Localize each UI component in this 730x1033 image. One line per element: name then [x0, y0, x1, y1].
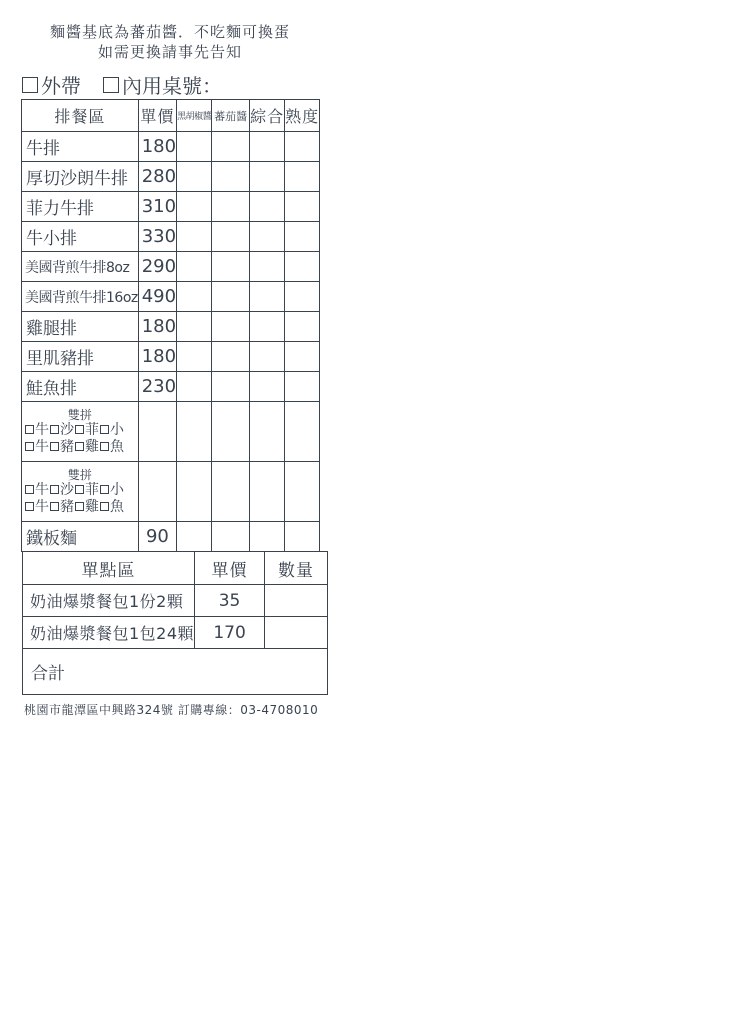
table-row: [22, 162, 320, 192]
header-doneness: 熟度: [285, 100, 320, 132]
combo-option: 菲: [85, 481, 99, 498]
item-price: 35: [195, 585, 265, 617]
table-row: [22, 342, 320, 372]
a-la-carte-header: [23, 552, 328, 585]
mixed-cell[interactable]: [250, 402, 285, 462]
combo-row: [22, 462, 320, 522]
mixed-cell[interactable]: [250, 222, 285, 252]
combo-option: 小: [110, 421, 124, 438]
combo-option: 豬: [60, 498, 74, 515]
header-a-la-carte: 單點區: [23, 552, 195, 585]
notice-line-2: 如需更換請事先告知: [97, 43, 242, 61]
dine-in-option[interactable]: [103, 70, 222, 99]
combo-option: 雞: [85, 498, 99, 515]
doneness-cell[interactable]: [285, 252, 320, 282]
tomato-cell[interactable]: [212, 162, 250, 192]
takeout-checkbox[interactable]: [22, 77, 38, 93]
combo-checkbox[interactable]: [100, 442, 109, 451]
black-pepper-cell[interactable]: [177, 342, 212, 372]
doneness-cell[interactable]: [285, 192, 320, 222]
item-name: 雞腿排: [22, 312, 139, 342]
combo-option: 牛: [35, 421, 49, 438]
item-price: 330: [138, 222, 176, 252]
table-row: [23, 617, 328, 649]
combo-checkbox[interactable]: [75, 425, 84, 434]
header-quantity: 數量: [265, 552, 328, 585]
combo-option: 沙: [60, 421, 74, 438]
item-name-text: 美國背煎牛排: [25, 289, 106, 306]
mixed-cell[interactable]: [250, 462, 285, 522]
black-pepper-cell[interactable]: [177, 402, 212, 462]
mixed-cell[interactable]: [250, 312, 285, 342]
item-price: 180: [138, 312, 176, 342]
black-pepper-cell[interactable]: [177, 222, 212, 252]
combo-checkbox[interactable]: [25, 485, 34, 494]
black-pepper-cell[interactable]: [177, 462, 212, 522]
header-price: 單價: [138, 100, 176, 132]
dine-in-checkbox[interactable]: [103, 77, 119, 93]
table-row: [22, 522, 320, 552]
combo-checkbox[interactable]: [100, 485, 109, 494]
black-pepper-cell[interactable]: [177, 162, 212, 192]
combo-price-cell[interactable]: [138, 462, 176, 522]
black-pepper-cell[interactable]: [177, 372, 212, 402]
combo-option: 魚: [110, 438, 124, 455]
table-row: [22, 372, 320, 402]
combo-checkbox[interactable]: [75, 442, 84, 451]
quantity-cell[interactable]: [265, 585, 328, 617]
doneness-cell[interactable]: [285, 132, 320, 162]
notice-line-1: 麵醬基底為蕃茄醬．不吃麵可換蛋: [49, 23, 290, 41]
doneness-cell[interactable]: [285, 342, 320, 372]
tomato-cell[interactable]: [212, 282, 250, 312]
header-mixed: 綜合: [250, 100, 285, 132]
set-menu-table: [21, 99, 320, 552]
item-price: 490: [138, 282, 176, 312]
combo-options-row-2: [22, 439, 138, 456]
combo-checkbox[interactable]: [25, 502, 34, 511]
item-name: 厚切沙朗牛排: [22, 162, 139, 192]
combo-checkbox[interactable]: [100, 425, 109, 434]
combo-option: 魚: [110, 498, 124, 515]
item-name: 菲力牛排: [22, 192, 139, 222]
mixed-cell[interactable]: [250, 522, 285, 552]
item-size: 16oz: [106, 289, 138, 306]
combo-checkbox[interactable]: [50, 485, 59, 494]
combo-options-row-1: [22, 422, 138, 439]
black-pepper-cell[interactable]: [177, 192, 212, 222]
header-set-section: 排餐區: [22, 100, 139, 132]
combo-checkbox[interactable]: [75, 485, 84, 494]
item-name: 奶油爆漿餐包1份2顆: [23, 585, 195, 617]
a-la-carte-table: [22, 551, 328, 695]
tomato-cell[interactable]: [212, 522, 250, 552]
mixed-cell[interactable]: [250, 132, 285, 162]
combo-price-cell[interactable]: [138, 402, 176, 462]
item-price: 90: [138, 522, 176, 552]
black-pepper-cell[interactable]: [177, 132, 212, 162]
item-price: 290: [138, 252, 176, 282]
item-price: 180: [138, 342, 176, 372]
tomato-cell[interactable]: [212, 402, 250, 462]
item-name: [22, 282, 139, 312]
doneness-cell[interactable]: [285, 402, 320, 462]
item-name: [22, 252, 139, 282]
doneness-cell[interactable]: [285, 462, 320, 522]
table-row: [22, 312, 320, 342]
table-row: [22, 252, 320, 282]
item-size: 8oz: [106, 259, 130, 276]
table-row: [22, 132, 320, 162]
combo-option: 牛: [35, 438, 49, 455]
mixed-cell[interactable]: [250, 282, 285, 312]
total-row: [23, 649, 328, 695]
table-row: [22, 222, 320, 252]
combo-options-row-1: [22, 482, 138, 499]
doneness-cell[interactable]: [285, 162, 320, 192]
item-name: 里肌豬排: [22, 342, 139, 372]
combo-checkbox[interactable]: [50, 502, 59, 511]
combo-checkbox[interactable]: [25, 442, 34, 451]
black-pepper-cell[interactable]: [177, 252, 212, 282]
item-name: 鐵板麵: [22, 522, 139, 552]
doneness-cell[interactable]: [285, 282, 320, 312]
doneness-cell[interactable]: [285, 522, 320, 552]
combo-checkbox[interactable]: [50, 442, 59, 451]
mixed-cell[interactable]: [250, 372, 285, 402]
item-name: 牛排: [22, 132, 139, 162]
header-black-pepper: 黑胡椒醬: [177, 100, 212, 132]
item-name: 奶油爆漿餐包1包24顆: [23, 617, 195, 649]
dine-in-label: 內用桌號：: [122, 74, 222, 98]
item-name: 牛小排: [22, 222, 139, 252]
item-price: 170: [195, 617, 265, 649]
black-pepper-cell[interactable]: [177, 312, 212, 342]
item-price: 280: [138, 162, 176, 192]
tomato-cell[interactable]: [212, 222, 250, 252]
tomato-cell[interactable]: [212, 252, 250, 282]
tomato-cell[interactable]: [212, 342, 250, 372]
combo-options: [22, 402, 139, 462]
item-price: 310: [138, 192, 176, 222]
header-unit-price: 單價: [195, 552, 265, 585]
combo-option: 菲: [85, 421, 99, 438]
order-type-options: [22, 70, 222, 99]
combo-checkbox[interactable]: [50, 425, 59, 434]
item-price: 180: [138, 132, 176, 162]
takeout-label: 外帶: [41, 74, 81, 98]
combo-option: 牛: [35, 481, 49, 498]
combo-title: 雙拼: [67, 467, 92, 482]
item-name-text: 美國背煎牛排: [25, 259, 106, 276]
combo-title: 雙拼: [67, 407, 92, 422]
tomato-cell[interactable]: [212, 312, 250, 342]
combo-option: 小: [110, 481, 124, 498]
combo-row: [22, 402, 320, 462]
table-row: [22, 282, 320, 312]
header-tomato: 蕃茄醬: [212, 100, 250, 132]
table-row: [22, 192, 320, 222]
item-price: 230: [138, 372, 176, 402]
mixed-cell[interactable]: [250, 342, 285, 372]
quantity-cell[interactable]: [265, 617, 328, 649]
combo-options: [22, 462, 139, 522]
total-label[interactable]: 合計: [23, 649, 328, 695]
combo-checkbox[interactable]: [100, 502, 109, 511]
set-menu-header: [22, 100, 320, 132]
doneness-cell[interactable]: [285, 222, 320, 252]
table-row: [23, 585, 328, 617]
mixed-cell[interactable]: [250, 162, 285, 192]
footer-address: 桃園市龍潭區中興路324號 訂購專線：03-4708010: [24, 703, 319, 717]
doneness-cell[interactable]: [285, 312, 320, 342]
tomato-cell[interactable]: [212, 462, 250, 522]
combo-option: 雞: [85, 438, 99, 455]
combo-checkbox[interactable]: [75, 502, 84, 511]
combo-checkbox[interactable]: [25, 425, 34, 434]
tomato-cell[interactable]: [212, 372, 250, 402]
item-name: 鮭魚排: [22, 372, 139, 402]
tomato-cell[interactable]: [212, 132, 250, 162]
combo-options-row-2: [22, 499, 138, 516]
tomato-cell[interactable]: [212, 192, 250, 222]
mixed-cell[interactable]: [250, 192, 285, 222]
black-pepper-cell[interactable]: [177, 282, 212, 312]
combo-option: 牛: [35, 498, 49, 515]
takeout-option[interactable]: [22, 70, 81, 99]
doneness-cell[interactable]: [285, 372, 320, 402]
combo-option: 豬: [60, 438, 74, 455]
mixed-cell[interactable]: [250, 252, 285, 282]
black-pepper-cell[interactable]: [177, 522, 212, 552]
combo-option: 沙: [60, 481, 74, 498]
